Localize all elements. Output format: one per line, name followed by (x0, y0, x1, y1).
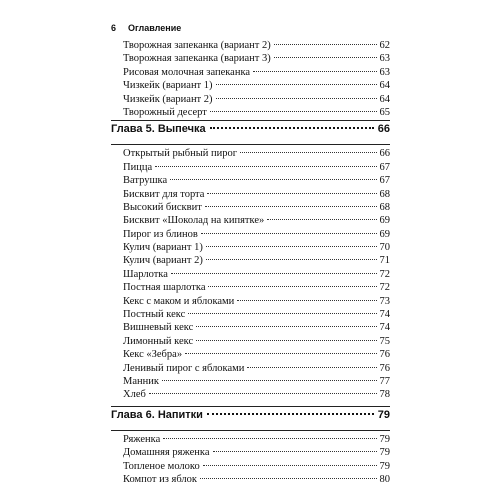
entry-page: 69 (379, 228, 390, 240)
toc-entry[interactable] (111, 282, 390, 295)
toc-entry[interactable] (111, 175, 390, 188)
leader-dots (207, 413, 374, 415)
toc-entry[interactable] (111, 309, 390, 322)
toc-entry[interactable] (111, 189, 390, 202)
leader-dots (274, 44, 377, 45)
entry-page: 65 (379, 106, 390, 118)
leader-dots (203, 465, 377, 466)
entry-page: 64 (379, 80, 390, 92)
toc-entry[interactable] (111, 94, 390, 107)
entry-page: 68 (379, 188, 390, 200)
chapter-rule-top (111, 120, 390, 121)
entry-page: 72 (379, 268, 390, 280)
entry-title: Ватрушка (123, 175, 168, 187)
leader-dots (253, 71, 376, 72)
entry-page: 79 (379, 447, 390, 459)
entry-title: Чизкейк (вариант 1) (123, 80, 213, 92)
toc-entry[interactable] (111, 376, 390, 389)
entry-title: Бисквит для торта (123, 188, 205, 200)
entry-title: Пирог из блинов (123, 228, 198, 240)
leader-dots (216, 84, 377, 85)
leader-dots (196, 326, 376, 327)
toc-entry[interactable] (111, 162, 390, 175)
entry-title: Компот из яблок (123, 473, 198, 485)
chapter-6-heading[interactable] (111, 409, 390, 427)
leader-dots (188, 313, 376, 314)
toc-group-desserts (111, 40, 390, 120)
chapter-title: Глава 5. Выпечка (111, 123, 206, 136)
toc-entry[interactable] (111, 269, 390, 282)
entry-page: 69 (379, 215, 390, 227)
section-title: Оглавление (128, 23, 182, 33)
chapter-rule-bottom (111, 430, 390, 431)
entry-page: 78 (379, 389, 390, 401)
toc-group-drinks (111, 434, 390, 488)
toc-entry[interactable] (111, 107, 390, 120)
leader-dots (149, 393, 377, 394)
table-of-contents (111, 40, 390, 487)
entry-title: Открытый рыбный пирог (123, 148, 238, 160)
entry-title: Вишневый кекс (123, 322, 194, 334)
entry-page: 62 (379, 40, 390, 51)
page-number: 6 (111, 23, 117, 33)
entry-page: 74 (379, 322, 390, 334)
entry-page: 79 (379, 460, 390, 472)
entry-page: 79 (379, 433, 390, 445)
entry-page: 77 (379, 375, 390, 387)
entry-title: Ленивый пирог с яблоками (123, 362, 245, 374)
toc-entry[interactable] (111, 53, 390, 66)
entry-page: 76 (379, 349, 390, 361)
leader-dots (207, 193, 376, 194)
entry-title: Пицца (123, 161, 153, 173)
toc-entry[interactable] (111, 447, 390, 460)
entry-page: 64 (379, 93, 390, 105)
entry-page: 66 (379, 148, 390, 160)
entry-page: 75 (379, 335, 390, 347)
leader-dots (200, 478, 376, 479)
leader-dots (216, 98, 377, 99)
leader-dots (208, 286, 376, 287)
leader-dots (206, 259, 377, 260)
entry-title: Высокий бисквит (123, 201, 202, 213)
leader-dots (240, 152, 376, 153)
leader-dots (185, 353, 376, 354)
entry-page: 73 (379, 295, 390, 307)
toc-entry[interactable] (111, 215, 390, 228)
entry-page: 72 (379, 282, 390, 294)
entry-page: 70 (379, 242, 390, 254)
leader-dots (205, 206, 377, 207)
leader-dots (237, 300, 376, 301)
leader-dots (247, 367, 376, 368)
leader-dots (196, 340, 376, 341)
entry-page: 68 (379, 201, 390, 213)
toc-entry[interactable] (111, 296, 390, 309)
entry-title: Хлеб (123, 389, 146, 401)
running-head (111, 23, 181, 33)
chapter-page: 79 (377, 408, 390, 421)
toc-entry[interactable] (111, 242, 390, 255)
entry-title: Лимонный кекс (123, 335, 194, 347)
entry-title: Шарлотка (123, 268, 168, 280)
chapter-page: 66 (377, 123, 390, 136)
toc-entry[interactable] (111, 80, 390, 93)
entry-page: 80 (379, 473, 390, 485)
entry-title: Постная шарлотка (123, 282, 206, 294)
chapter-5-heading[interactable] (111, 123, 390, 141)
toc-entry[interactable] (111, 363, 390, 376)
entry-title: Творожная запеканка (вариант 3) (123, 53, 271, 65)
entry-page: 63 (379, 53, 390, 65)
toc-entry[interactable] (111, 40, 390, 53)
chapter-title: Глава 6. Напитки (111, 408, 203, 421)
toc-entry[interactable] (111, 322, 390, 335)
toc-entry[interactable] (111, 229, 390, 242)
entry-title: Творожный десерт (123, 106, 207, 118)
toc-entry[interactable] (111, 461, 390, 474)
entry-title: Кулич (вариант 1) (123, 242, 203, 254)
entry-title: Кекс с маком и яблоками (123, 295, 235, 307)
entry-page: 67 (379, 175, 390, 187)
toc-entry[interactable] (111, 202, 390, 215)
chapter-rule-top (111, 406, 390, 407)
toc-entry[interactable] (111, 255, 390, 268)
toc-group-baking (111, 148, 390, 402)
leader-dots (267, 219, 376, 220)
leader-dots (155, 166, 376, 167)
entry-title: Чизкейк (вариант 2) (123, 93, 213, 105)
entry-title: Творожная запеканка (вариант 2) (123, 40, 271, 51)
entry-title: Кекс «Зебра» (123, 349, 183, 361)
toc-entry[interactable] (111, 474, 390, 487)
entry-title: Топленое молоко (123, 460, 200, 472)
leader-dots (213, 451, 377, 452)
toc-entry[interactable] (111, 336, 390, 349)
entry-page: 74 (379, 309, 390, 321)
toc-entry[interactable] (111, 349, 390, 362)
entry-page: 67 (379, 161, 390, 173)
leader-dots (162, 380, 377, 381)
toc-entry[interactable] (111, 148, 390, 161)
entry-page: 76 (379, 362, 390, 374)
chapter-rule-bottom (111, 144, 390, 145)
leader-dots (201, 233, 377, 234)
leader-dots (210, 111, 377, 112)
entry-page: 71 (379, 255, 390, 267)
entry-page: 63 (379, 66, 390, 78)
toc-entry[interactable] (111, 389, 390, 402)
entry-title: Домашняя ряженка (123, 447, 210, 459)
entry-title: Манник (123, 375, 159, 387)
leader-dots (210, 127, 374, 129)
toc-entry[interactable] (111, 67, 390, 80)
leader-dots (274, 57, 377, 58)
toc-entry[interactable] (111, 434, 390, 447)
entry-title: Бисквит «Шоколад на кипятке» (123, 215, 265, 227)
entry-title: Кулич (вариант 2) (123, 255, 203, 267)
leader-dots (206, 246, 377, 247)
leader-dots (171, 273, 377, 274)
entry-title: Постный кекс (123, 309, 186, 321)
entry-title: Рисовая молочная запеканка (123, 66, 251, 78)
leader-dots (170, 179, 376, 180)
entry-title: Ряженка (123, 433, 161, 445)
leader-dots (163, 438, 376, 439)
